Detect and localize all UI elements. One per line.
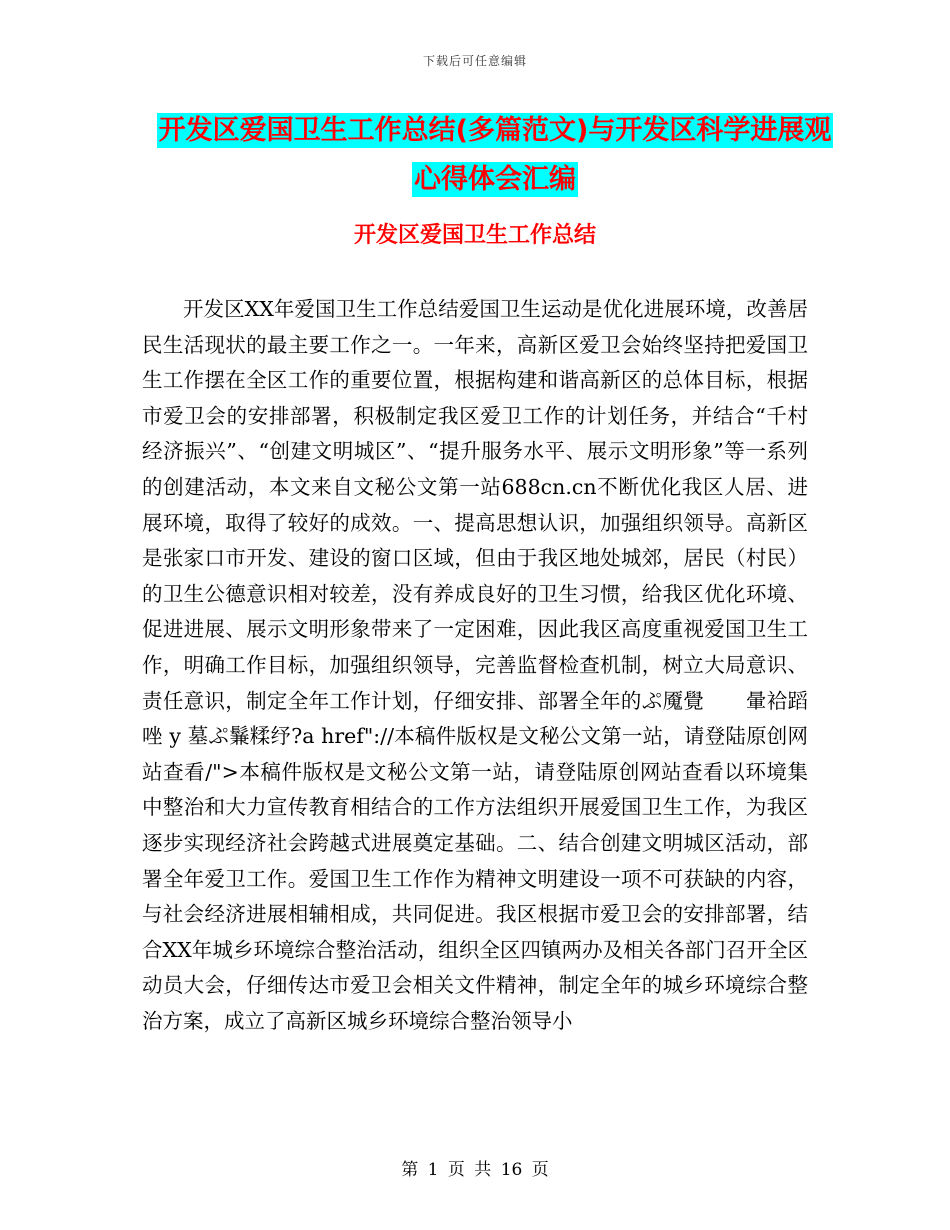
body-paragraph: 开发区XX年爱国卫生工作总结爱国卫生运动是优化进展环境，改善居民生活现状的最主要工作之一。一年来，高新区爱卫会始终坚持把爱国卫生工作摆在全区工作的重要位置，根据构建和谐高新区的总体目标，根据市爱卫会的安排部署，积极制定我区爱卫工作的计划任务，并结合“千村经济振兴”、“创建文明城区”、“提升服务水平、展示文明形象”等一系列的创建活动，本文来自文秘公文第一站688cn.cn不断优化我区人居、进展环境，取得了较好的成效。一、提高思想认识，加强组织领导。高新区是张家口市开发、建设的窗口区域，但由于我区地处城郊，居民（村民）的卫生公德意识相对较差，没有养成良好的卫生习惯，给我区优化环境、促进进展、展示文明形象带来了一定困难，因此我区高度重视爱国卫生工作，明确工作目标，加强组织领导，完善监督检查机制，树立大局意识、责任意识，制定全年工作计划，仔细安排、部署全年的ぷ魇覺 暈袷蹈唑 y 墓ぷ鬑糅纾?a href"://本稿件版权是文秘公文第一站，请登陆原创网站查看/">本稿件版权是文秘公文第一站，请登陆原创网站查看以环境集中整治和大力宣传教育相结合的工作方法组织开展爱国卫生工作，为我区逐步实现经济社会跨越式进展奠定基础。二、结合创建文明城区活动，部署全年爱卫工作。爱国卫生工作作为精神文明建设一项不可获缺的内容，与社会经济进展相辅相成，共同促进。我区根据市爱卫会的安排部署，结合XX年城乡环境综合整治活动，组织全区四镇两办及相关各部门召开全区动员大会，仔细传达市爱卫会相关文件精神，制定全年的城乡环境综合整治方案，成立了高新区城乡环境综合整治领导小 [142,297,808,1033]
document-title [150,106,840,204]
page-number-footer: 第 1 页 共 16 页 [401,1160,549,1180]
section-title: 开发区爱国卫生工作总结 [353,223,596,248]
document-title-text: 开发区爱国卫生工作总结(多篇范文)与开发区科学进展观心得体会汇编 [158,115,832,195]
page-header-note: 下载后可任意编辑 [422,54,527,68]
